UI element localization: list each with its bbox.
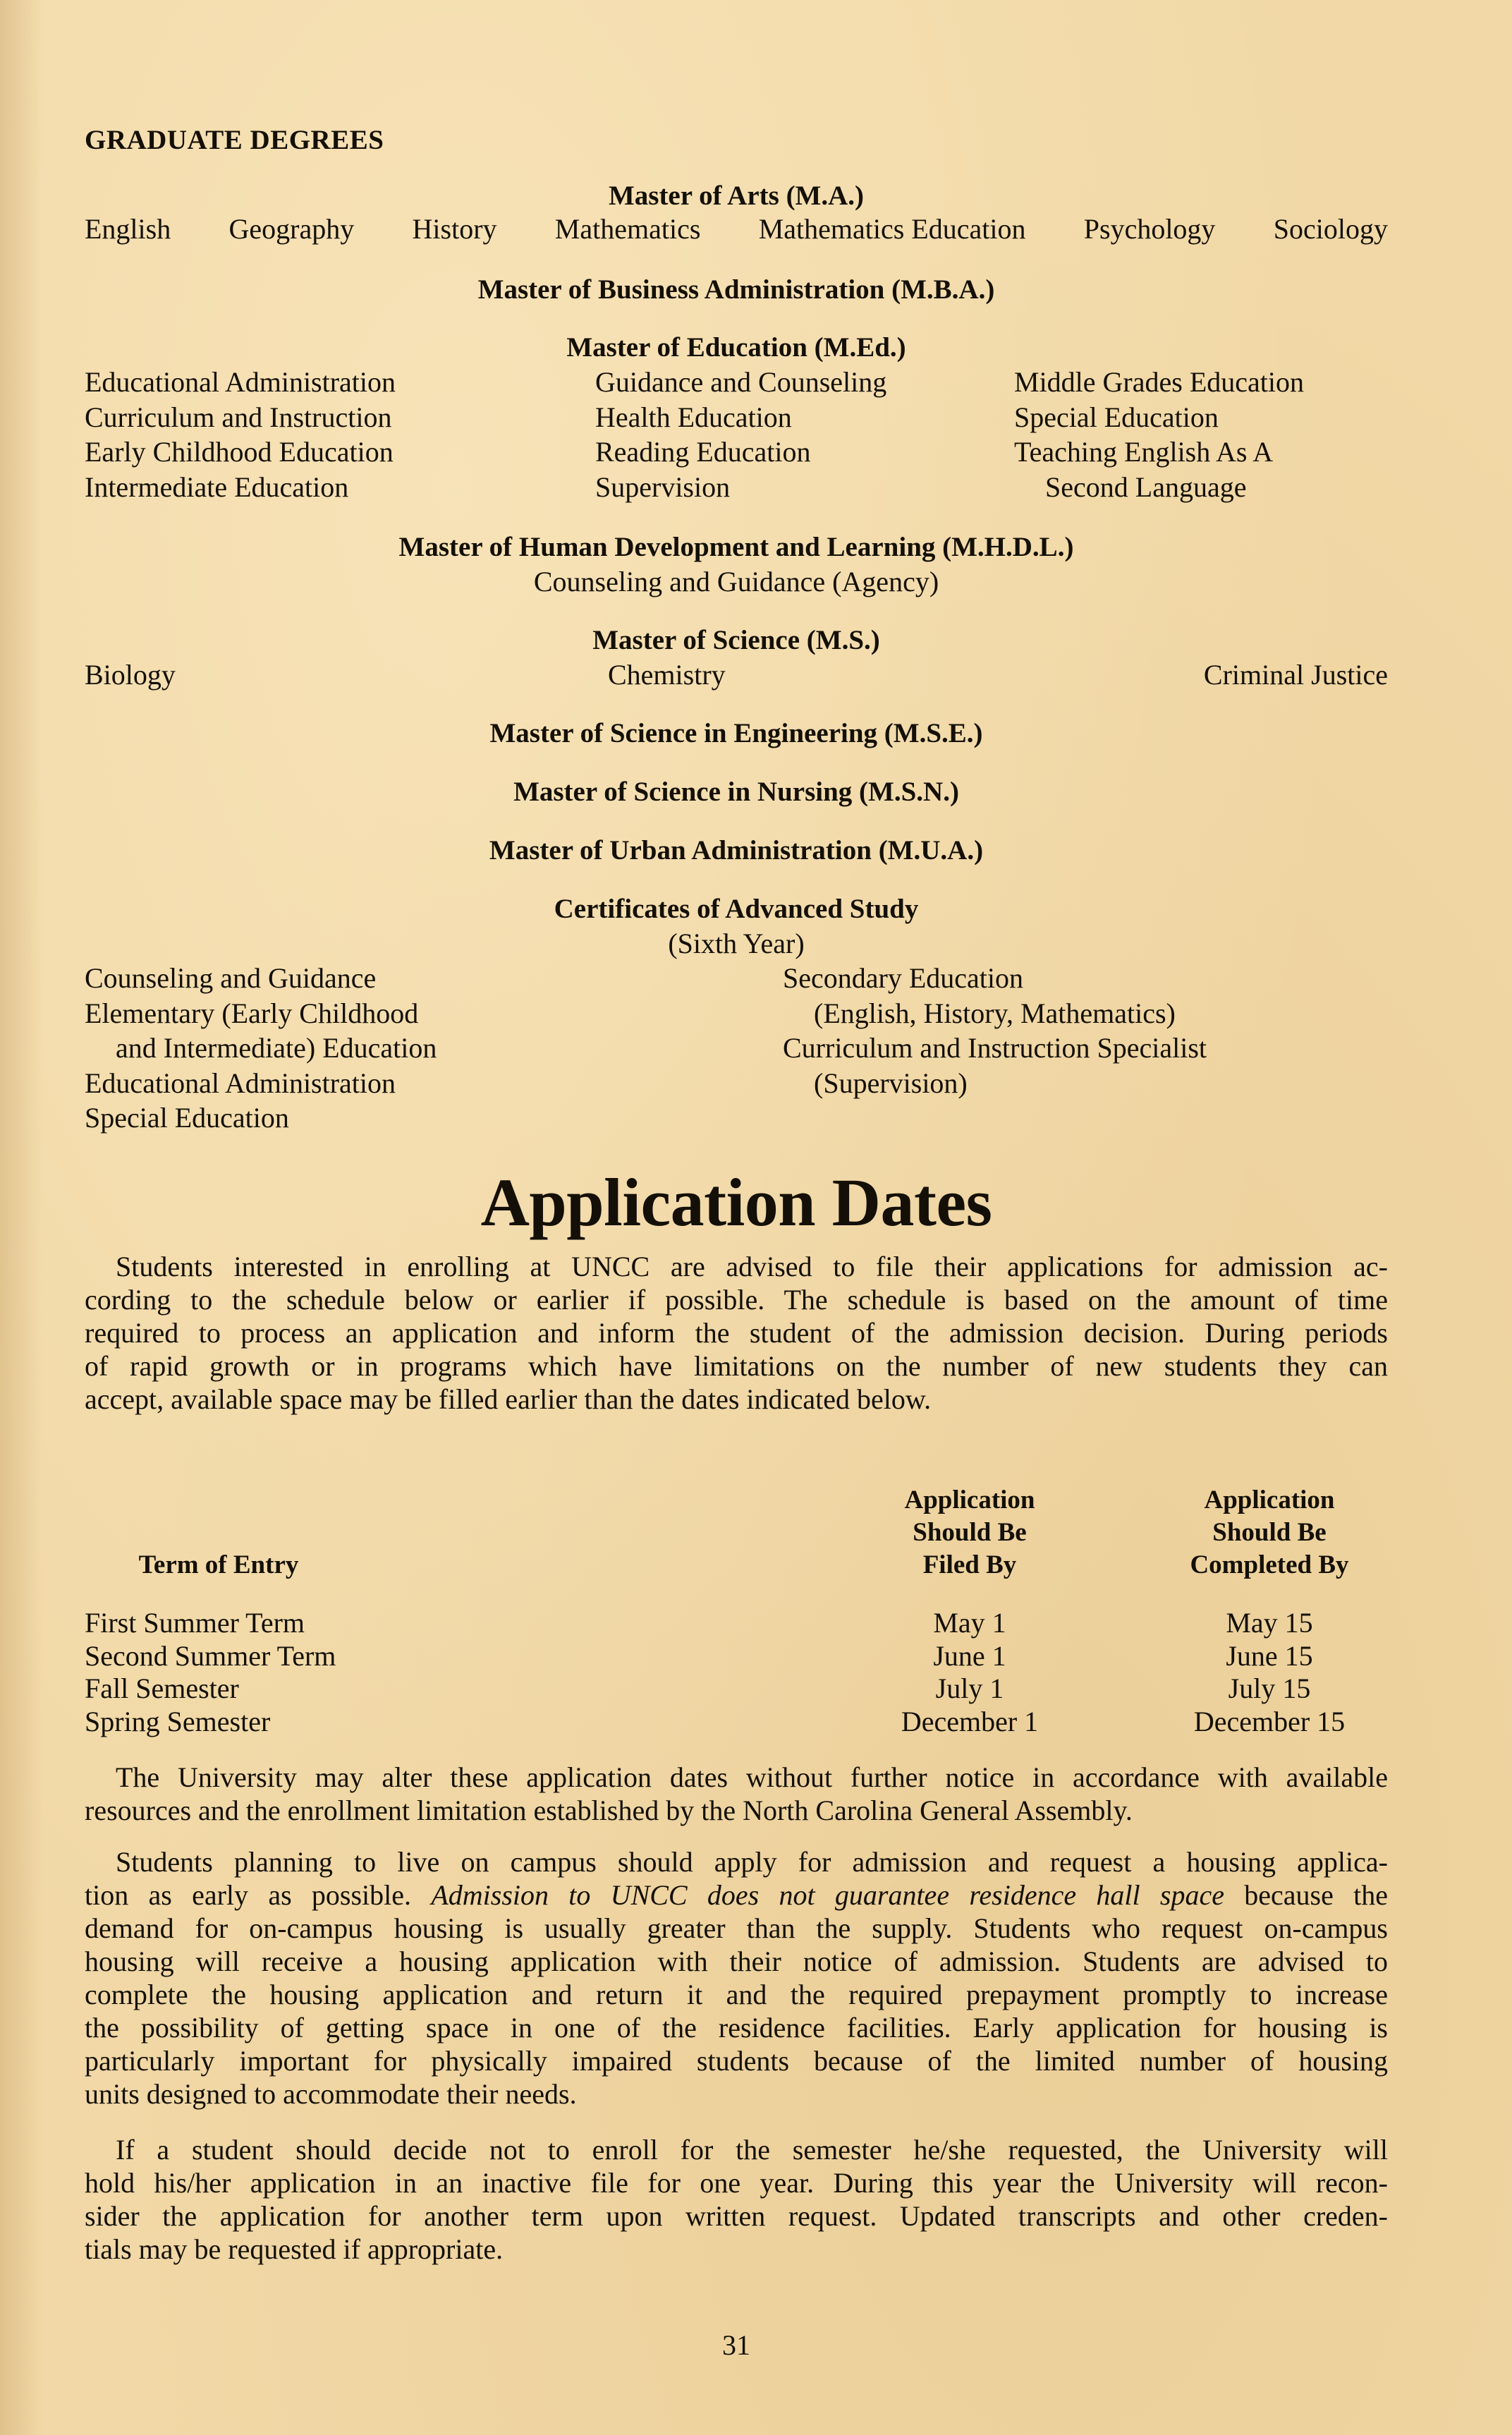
intro-paragraph xyxy=(85,1250,1388,1416)
text-run: tion as early as possible. xyxy=(85,1879,432,1911)
header-line: Application xyxy=(904,1486,1035,1514)
italic-emphasis: Admission to UNCC does not guarantee residence hall space xyxy=(431,1879,1224,1911)
paragraph-line: Students planning to live on campus should apply for admission and request a housing applica- xyxy=(116,1846,1388,1878)
cas-subtitle: (Sixth Year) xyxy=(668,928,805,959)
ms-subject: Criminal Justice xyxy=(1203,659,1388,691)
table-column-term xyxy=(85,1607,336,1738)
table-cell-filed-by: May 1 xyxy=(933,1607,1006,1639)
degree-title-mse: Master of Science in Engineering (M.S.E.) xyxy=(489,718,983,748)
page-heading-application-dates: Application Dates xyxy=(480,1165,992,1240)
table-cell-term: Second Summer Term xyxy=(85,1639,336,1672)
paragraph-line: the possibility of getting space in one of the residence facilities. Early application for housing is xyxy=(85,2012,1388,2044)
page-number: 31 xyxy=(722,2329,750,2361)
paragraph-line: hold his/her application in an inactive file for one year. During this year the University will recon- xyxy=(85,2167,1388,2199)
med-program: Special Education xyxy=(1014,401,1219,433)
degree-title-ma: Master of Arts (M.A.) xyxy=(608,181,865,211)
paragraph-line: sider the application for another term upon written request. Updated transcripts and other creden- xyxy=(85,2200,1388,2232)
header-line: Should Be xyxy=(1212,1518,1327,1547)
paragraph-line xyxy=(85,1878,1388,1912)
ma-subject: Mathematics xyxy=(554,213,701,245)
paragraph-line: units designed to accommodate their needs. xyxy=(85,2078,577,2110)
header-line: Should Be xyxy=(913,1518,1027,1547)
cas-program: Educational Administration xyxy=(85,1067,396,1099)
med-program: Educational Administration xyxy=(85,366,396,398)
med-program: Guidance and Counseling xyxy=(595,366,887,398)
table-column-filed-by xyxy=(874,1607,1065,1738)
inactive-application-paragraph xyxy=(85,2133,1388,2266)
med-column-3 xyxy=(1014,365,1304,504)
med-program: Health Education xyxy=(595,401,792,433)
table-header-filed-by xyxy=(874,1484,1065,1581)
paragraph-line: complete the housing application and return it and the required prepayment promptly to increase xyxy=(85,1979,1388,2010)
table-cell-term: First Summer Term xyxy=(85,1607,305,1639)
cas-column-2 xyxy=(783,961,1207,1100)
med-program: Reading Education xyxy=(595,436,811,468)
ma-subject: Geography xyxy=(228,213,355,245)
cas-program: Counseling and Guidance xyxy=(85,962,377,994)
cas-program: Elementary (Early Childhood xyxy=(85,997,419,1029)
paragraph-line: particularly important for physically impaired students because of the limited number of housing xyxy=(85,2045,1388,2077)
table-cell-filed-by: July 1 xyxy=(935,1672,1004,1704)
paragraph-line: tials may be requested if appropriate. xyxy=(85,2233,504,2265)
cas-program: Special Education xyxy=(85,1102,289,1134)
ma-subjects-row xyxy=(85,212,1388,246)
cas-title: Certificates of Advanced Study xyxy=(554,894,919,924)
paragraph-line: cording to the schedule below or earlier if possible. The schedule is based on the amount of time xyxy=(85,1284,1388,1316)
table-cell-filed-by: December 1 xyxy=(901,1705,1039,1737)
degree-title-mhdl: Master of Human Development and Learning (M.H.D.L.) xyxy=(398,532,1074,562)
section-label-graduate-degrees: GRADUATE DEGREES xyxy=(85,125,384,155)
degree-title-ms: Master of Science (M.S.) xyxy=(592,625,880,655)
paragraph-line: resources and the enrollment limitation established by the North Carolina General Assembly. xyxy=(85,1795,1133,1826)
cas-program: (Supervision) xyxy=(814,1067,968,1099)
degree-title-mua: Master of Urban Administration (M.U.A.) xyxy=(489,835,984,866)
paragraph-line: Students interested in enrolling at UNCC are advised to file their applications for admission ac- xyxy=(116,1251,1388,1282)
ma-subject: Sociology xyxy=(1273,213,1388,245)
header-line: Application xyxy=(1204,1486,1335,1514)
med-program: Early Childhood Education xyxy=(85,436,394,468)
med-program: Second Language xyxy=(1045,470,1247,503)
table-header-term: Term of Entry xyxy=(138,1550,299,1579)
med-program: Supervision xyxy=(595,470,731,503)
table-cell-term: Spring Semester xyxy=(85,1705,271,1737)
ma-subject: Mathematics Education xyxy=(758,213,1026,245)
alter-dates-paragraph xyxy=(85,1761,1388,1827)
med-program: Middle Grades Education xyxy=(1014,366,1304,398)
table-column-completed-by xyxy=(1164,1607,1375,1738)
header-line: Completed By xyxy=(1190,1550,1349,1579)
paragraph-line: demand for on-campus housing is usually greater than the supply. Students who request on-campus xyxy=(85,1912,1388,1944)
paragraph-line: housing will receive a housing application with their notice of admission. Students are advised to xyxy=(85,1945,1388,1977)
paragraph-line: of rapid growth or in programs which have limitations on the number of new students they can xyxy=(85,1350,1388,1382)
paragraph-line: If a student should decide not to enroll for the semester he/she requested, the University will xyxy=(116,2134,1388,2166)
table-cell-completed-by: July 15 xyxy=(1228,1672,1311,1704)
ma-subject: History xyxy=(412,213,497,245)
paragraph-line: accept, available space may be filled earlier than the dates indicated below. xyxy=(85,1383,932,1415)
med-column-2 xyxy=(595,365,886,504)
cas-program: (English, History, Mathematics) xyxy=(814,997,1176,1029)
ms-subject: Biology xyxy=(85,659,176,691)
ma-subject: Psychology xyxy=(1083,213,1216,245)
ma-subject: English xyxy=(85,213,171,245)
cas-program: Curriculum and Instruction Specialist xyxy=(783,1032,1207,1064)
med-program: Curriculum and Instruction xyxy=(85,401,392,433)
paragraph-line: required to process an application and inform the student of the admission decision. During periods xyxy=(85,1317,1388,1349)
header-line: Filed By xyxy=(922,1550,1017,1579)
ms-subject: Chemistry xyxy=(608,659,726,691)
table-cell-filed-by: June 1 xyxy=(933,1639,1006,1672)
cas-program: and Intermediate) Education xyxy=(116,1032,437,1064)
table-cell-term: Fall Semester xyxy=(85,1672,239,1704)
degree-title-mba: Master of Business Administration (M.B.A.) xyxy=(477,274,995,305)
text-run: because the xyxy=(1224,1879,1389,1911)
med-column-1 xyxy=(85,365,396,504)
mhdl-subtitle: Counseling and Guidance (Agency) xyxy=(533,566,939,597)
degree-title-med: Master of Education (M.Ed.) xyxy=(566,332,906,363)
table-cell-completed-by: June 15 xyxy=(1226,1639,1313,1672)
table-cell-completed-by: May 15 xyxy=(1226,1607,1313,1639)
table-cell-completed-by: December 15 xyxy=(1193,1705,1346,1737)
cas-column-1 xyxy=(85,961,437,1136)
paragraph-line: The University may alter these application dates without further notice in accordance with available xyxy=(116,1761,1388,1793)
med-program: Teaching English As A xyxy=(1014,436,1274,468)
degree-title-msn: Master of Science in Nursing (M.S.N.) xyxy=(513,777,959,807)
cas-program: Secondary Education xyxy=(783,962,1023,994)
housing-paragraph xyxy=(85,1845,1388,2111)
table-header-completed-by xyxy=(1164,1484,1375,1581)
med-program: Intermediate Education xyxy=(85,470,349,503)
catalog-page xyxy=(85,0,1388,2435)
